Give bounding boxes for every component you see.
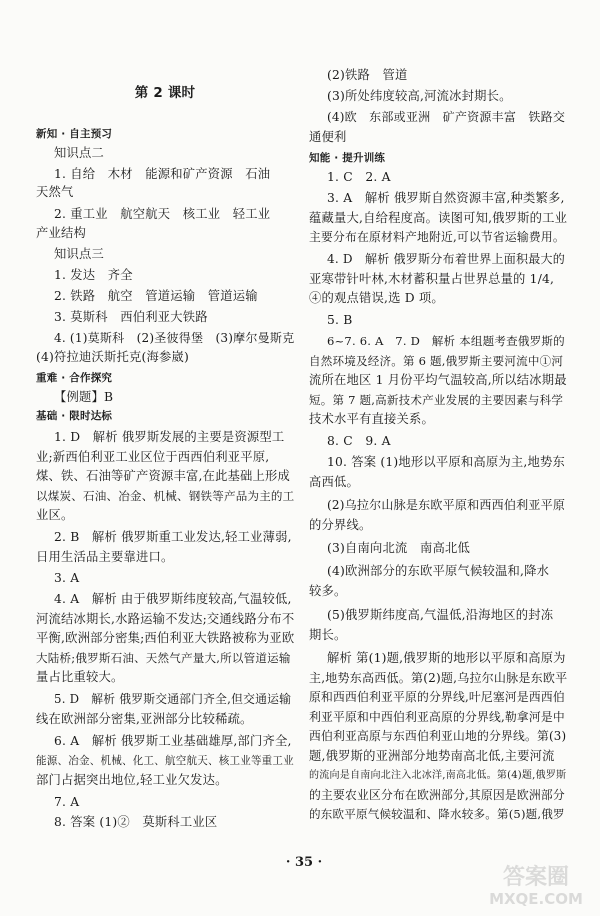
text-line: 亚寒带针叶林,木材蓄积量占世界总量的 1/4, <box>309 272 555 286</box>
text-line: 题,俄罗斯的亚洲部分地势南高北低,主要河流 <box>309 749 555 763</box>
section-heading: 新知 · 自主预习 <box>36 128 113 140</box>
text-line: 1. D 解析 俄罗斯发展的主要是资源型工 <box>54 430 285 444</box>
text-line: 【例题】B <box>54 390 114 404</box>
text-line: ④的观点错误,选 D 项。 <box>309 291 444 305</box>
text-line: 部门占据突出地位,轻工业欠发达。 <box>36 773 228 787</box>
text-line: 3. A 解析 俄罗斯自然资源丰富,种类繁多, <box>327 191 565 205</box>
page-number: · 35 · <box>285 855 323 870</box>
text-line: 10. 答案 (1)地形以平原和高原为主,地势东 <box>327 455 565 469</box>
text-line: 较多。 <box>309 584 347 598</box>
text-line: 的分界线。 <box>309 518 372 532</box>
text-line: 产业结构 <box>36 226 86 240</box>
text-line: 业;新西伯利亚工业区位于西西伯利亚平原, <box>36 450 270 464</box>
text-line: 的流向是自南向北注入北冰洋,南高北低。第(4)题,俄罗斯 <box>309 770 567 781</box>
text-line: 利亚平原和中西伯利亚高原的分界线,勒拿河是中 <box>309 710 565 724</box>
text-line: 知识点二 <box>54 146 104 160</box>
text-line: 3. A <box>54 571 80 585</box>
text-line: (3)所处纬度较高,河流冰封期长。 <box>327 89 512 103</box>
text-line: 通便利 <box>309 130 347 144</box>
text-line: (5)俄罗斯纬度高,气温低,沿海地区的封冻 <box>327 608 554 622</box>
text-line: 天然气 <box>36 185 74 199</box>
text-line: 2. 重工业 航空航天 核工业 轻工业 <box>54 207 271 221</box>
text-line: 1. 发达 齐全 <box>54 268 133 282</box>
text-line: 5. D 解析 俄罗斯交通部门齐全,但交通运输 <box>54 692 292 706</box>
text-line: 4. A 解析 由于俄罗斯纬度较高,气温较低, <box>54 592 292 606</box>
watermark-main: 答案圈 <box>502 865 570 890</box>
text-line: 主,地势东高西低。第(2)题,乌拉尔山脉是东欧平 <box>309 671 568 685</box>
text-line: 解析 第(1)题,俄罗斯的地形以平原和高原为 <box>327 651 566 665</box>
text-line: 的东欧平原气候较温和、降水较多。第(5)题,俄罗 <box>309 807 565 821</box>
text-line: (3)自南向北流 南高北低 <box>327 541 470 555</box>
text-line: 4. D 解析 俄罗斯分布着世界上面积最大的 <box>327 252 566 266</box>
text-line: 8. C 9. A <box>327 434 391 448</box>
text-line: 高西低。 <box>309 475 359 489</box>
text-line: 大陆桥;俄罗斯石油、天然气产量大,所以管道运输 <box>36 651 291 665</box>
text-line: 1. 自给 木材 能源和矿产资源 石油 <box>54 167 271 181</box>
text-line: 2. 铁路 航空 管道运输 管道运输 <box>54 289 258 303</box>
text-line: (4)欧 东部或亚洲 矿产资源丰富 铁路交 <box>327 110 566 124</box>
text-line: (2)乌拉尔山脉是东欧平原和西西伯利亚平原 <box>327 498 566 512</box>
text-line: 的主要农业区分布在欧洲部分,其原因是欧洲部分 <box>309 788 565 802</box>
text-line: (4)符拉迪沃斯托克(海参崴) <box>36 350 189 364</box>
watermark-sub: MXQE.COM <box>489 890 583 908</box>
section-heading: 基础 · 限时达标 <box>36 410 113 422</box>
text-line: 业区。 <box>36 508 74 522</box>
text-line: 原和西西伯利亚平原的分界线,叶尼塞河是西西伯 <box>309 690 565 704</box>
text-line: 8. 答案 (1)② 莫斯科工业区 <box>54 815 218 829</box>
page-number-value: 35 <box>294 855 314 870</box>
text-line: 以煤炭、石油、冶金、机械、钢铁等产品为主的工 <box>36 489 295 503</box>
text-line: (4)欧洲部分的东欧平原气候较温和,降水 <box>327 564 550 578</box>
text-line: 期长。 <box>309 628 347 642</box>
text-line: 6~7. 6. A 7. D 解析 本组题考查俄罗斯的 <box>327 334 565 348</box>
text-line: (2)铁路 管道 <box>327 68 408 82</box>
section-heading: 重难 · 合作探究 <box>36 372 113 384</box>
text-line: 5. B <box>327 313 353 327</box>
text-line: 流所在地区 1 月份平均气温较高,所以结冰期最 <box>309 373 567 387</box>
text-line: 主要分布在原材料产地附近,可以节省运输费用。 <box>309 230 565 244</box>
text-line: 7. A <box>54 795 80 809</box>
text-line: 能源、冶金、机械、化工、航空航天、核工业等重工业 <box>36 755 294 767</box>
text-line: 知识点三 <box>54 247 104 261</box>
text-line: 2. B 解析 俄罗斯重工业发达,轻工业薄弱, <box>54 530 292 544</box>
lesson-title: 第 2 课时 <box>134 85 196 101</box>
text-line: 蕴藏量大,自给程度高。读图可知,俄罗斯的工业 <box>309 211 568 225</box>
section-heading: 知能 · 提升训练 <box>309 152 386 164</box>
text-line: 煤、铁、石油等矿产资源丰富,在此基础上形成 <box>36 469 291 483</box>
text-line: 西伯利亚高原与东西伯利亚山地的分界线。第(3) <box>309 729 567 743</box>
watermark-logo <box>480 858 592 910</box>
text-line: 量占比重较大。 <box>36 670 124 684</box>
text-line: 短。第 7 题,高新技术产业发展的主要因素与科学 <box>309 393 564 407</box>
text-line: 日用生活品主要靠进口。 <box>36 550 174 564</box>
text-line: 平衡,欧洲部分密集;西伯利亚大铁路被称为亚欧 <box>36 631 295 645</box>
text-line: 自然环境及经济。第 6 题,俄罗斯主要河流中①河 <box>309 354 564 368</box>
text-line: 4. (1)莫斯科 (2)圣彼得堡 (3)摩尔曼斯克 <box>54 331 295 345</box>
text-line: 3. 莫斯科 西伯利亚大铁路 <box>54 310 208 324</box>
text-line: 1. C 2. A <box>327 170 391 184</box>
text-line: 河流结冰期长,水路运输不发达;交通线路分布不 <box>36 612 295 626</box>
text-line: 技术水平有直接关系。 <box>309 412 434 426</box>
text-line: 线在欧洲部分密集,亚洲部分比较稀疏。 <box>36 712 253 726</box>
text-line: 6. A 解析 俄罗斯工业基础雄厚,部门齐全, <box>54 734 292 748</box>
